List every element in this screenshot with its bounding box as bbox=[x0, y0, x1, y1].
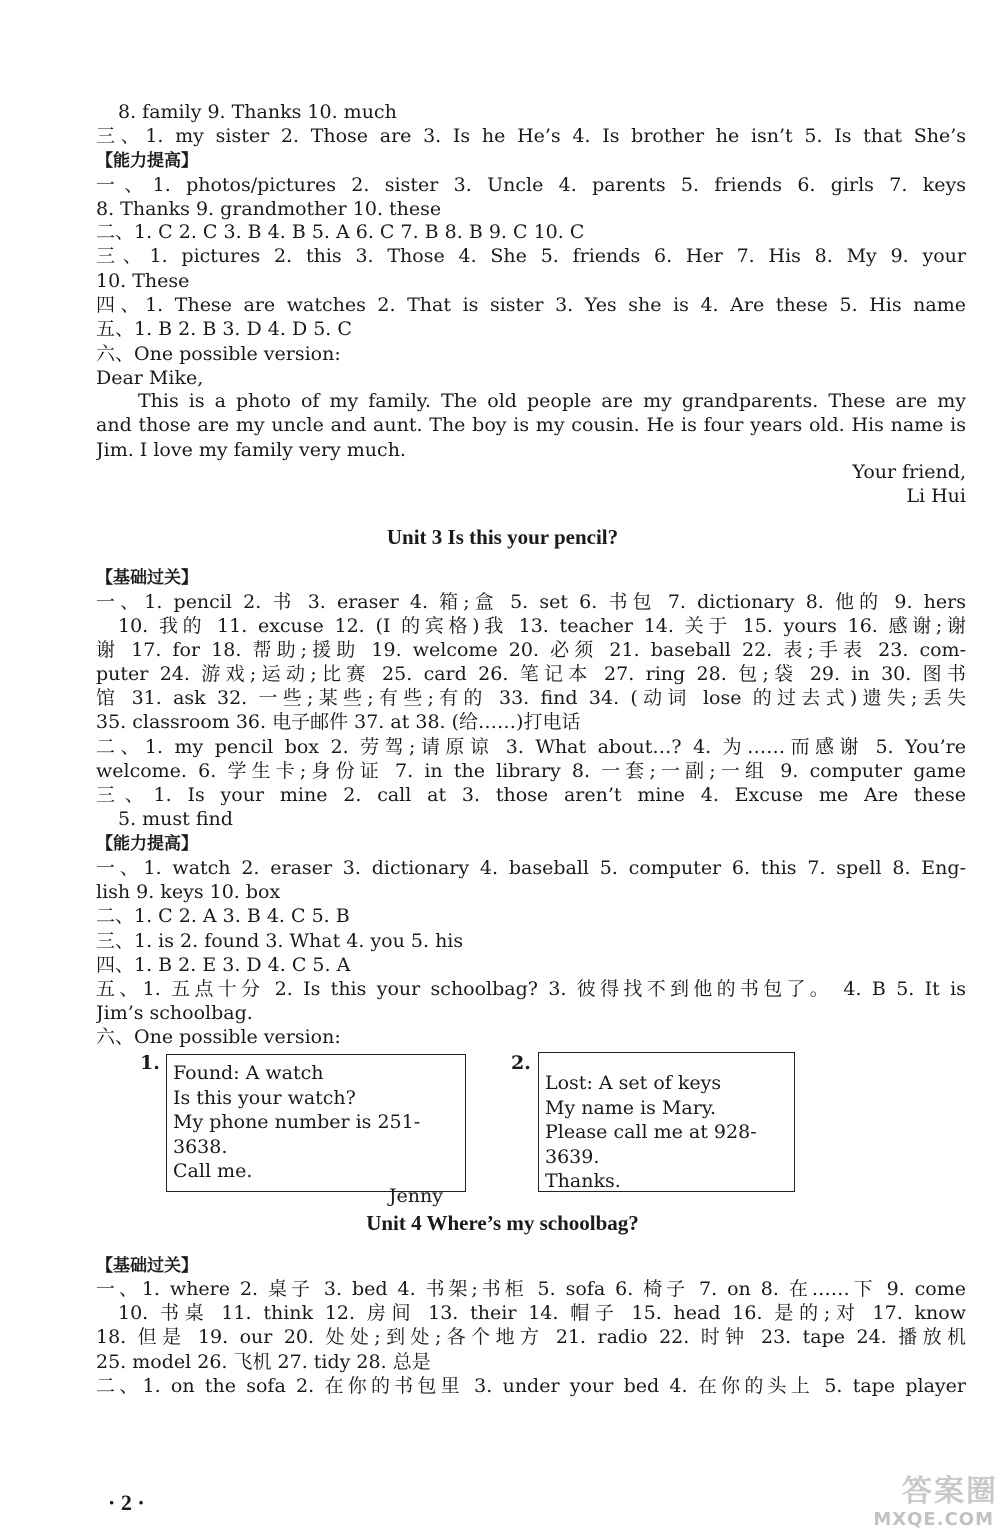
letter-closing: Your friend, bbox=[852, 461, 966, 483]
section-label: 【能力提高】 bbox=[96, 834, 198, 854]
notice-line: Found: A watch bbox=[173, 1062, 324, 1084]
text-line: Jim’s schoolbag. bbox=[96, 1002, 253, 1024]
text-line: 五、1. B 2. B 3. D 4. D 5. C bbox=[96, 318, 352, 340]
notice-line: Please call me at 928-3639. bbox=[545, 1121, 757, 1168]
notice-line: Lost: A set of keys bbox=[545, 1072, 722, 1094]
unit-title: Unit 3 Is this your pencil? bbox=[386, 525, 619, 549]
text-line: 8. Thanks 9. grandmother 10. these bbox=[96, 198, 442, 220]
section-label: 【基础过关】 bbox=[96, 568, 198, 588]
letter-signature: Li Hui bbox=[906, 485, 966, 507]
text-line: 三、1. is 2. found 3. What 4. you 5. his bbox=[96, 930, 464, 952]
text-line: 六、One possible version: bbox=[96, 343, 341, 365]
watermark-logo: 答案圈 bbox=[902, 1474, 998, 1509]
watermark bbox=[838, 1466, 998, 1532]
text-line: 18. 但是 19. our 20. 处处;到处;各个地方 21. radio 22. 时钟 23. tape 24. 播放机 bbox=[96, 1326, 966, 1348]
text-line: 二、1. C 2. C 3. B 4. B 5. A 6. C 7. B 8. B 9. C 10. C bbox=[96, 221, 585, 243]
text-line: 四、1. These are watches 2. That is sister 3. Yes she is 4. Are these 5. His name bbox=[96, 294, 966, 316]
text-line: 五、1. 五点十分 2. Is this your schoolbag? 3. 彼得找不到他的书包了。 4. B 5. It is bbox=[96, 978, 966, 1000]
text-line: welcome. 6. 学生卡;身份证 7. in the library 8. 一套;一副;一组 9. computer game bbox=[96, 760, 966, 782]
text-line: 谢 17. for 18. 帮助;援助 19. welcome 20. 必须 21. baseball 22. 表;手表 23. com- bbox=[96, 639, 966, 661]
text-line: lish 9. keys 10. box bbox=[96, 881, 281, 903]
text-line: 二、1. on the sofa 2. 在你的书包里 3. under your bed 4. 在你的头上 5. tape player bbox=[96, 1375, 966, 1397]
notice-line: My phone number is 251-3638. bbox=[173, 1111, 421, 1158]
text-line: 四、1. B 2. E 3. D 4. C 5. A bbox=[96, 954, 351, 976]
page-number: · 2 · bbox=[108, 1490, 145, 1515]
text-line: 一、1. photos/pictures 2. sister 3. Uncle 4. parents 5. friends 6. girls 7. keys bbox=[96, 174, 966, 196]
unit-title: Unit 4 Where’s my schoolbag? bbox=[366, 1211, 639, 1235]
text-line: 三、1. my sister 2. Those are 3. Is he He’s 4. Is brother he isn’t 5. Is that She’s bbox=[96, 125, 966, 147]
text-line: 三、1. Is your mine 2. call at 3. those aren’t mine 4. Excuse me Are these bbox=[96, 784, 966, 806]
text-line: 25. model 26. 飞机 27. tidy 28. 总是 bbox=[96, 1351, 431, 1373]
notice-signature: Jenny bbox=[388, 1184, 443, 1207]
notice-line: Thanks. bbox=[545, 1170, 621, 1192]
text-line: 六、One possible version: bbox=[96, 1026, 341, 1048]
section-label: 【能力提高】 bbox=[96, 151, 198, 171]
text-line: puter 24. 游戏;运动;比赛 25. card 26. 笔记本 27. ring 28. 包;袋 29. in 30. 图书 bbox=[96, 663, 966, 685]
text-line: 一、1. watch 2. eraser 3. dictionary 4. baseball 5. computer 6. this 7. spell 8. Eng- bbox=[96, 857, 966, 879]
text-line: 35. classroom 36. 电子邮件 37. at 38. (给……)打电话 bbox=[96, 711, 581, 733]
text-line: Dear Mike, bbox=[96, 367, 204, 389]
text-line: This is a photo of my family. The old people are my grandparents. These are my bbox=[138, 390, 966, 412]
section-label: 【基础过关】 bbox=[96, 1256, 198, 1276]
notice-line: Call me. bbox=[173, 1160, 253, 1182]
text-line: 10. These bbox=[96, 270, 190, 292]
text-line: 一、1. pencil 2. 书 3. eraser 4. 箱;盒 5. set 6. 书包 7. dictionary 8. 他的 9. hers bbox=[96, 591, 966, 613]
text-line: 一、1. where 2. 桌子 3. bed 4. 书架;书柜 5. sofa 6. 椅子 7. on 8. 在……下 9. come bbox=[96, 1278, 966, 1300]
text-line: 5. must find bbox=[118, 808, 233, 830]
found-notice-box bbox=[166, 1054, 466, 1207]
text-line: 10. 我的 11. excuse 12. (I 的宾格)我 13. teacher 14. 关于 15. yours 16. 感谢;谢 bbox=[118, 615, 966, 637]
text-line: 二、1. C 2. A 3. B 4. C 5. B bbox=[96, 905, 350, 927]
notice-line: Is this your watch? bbox=[173, 1086, 356, 1109]
text-line: 三、1. pictures 2. this 3. Those 4. She 5. friends 6. Her 7. His 8. My 9. your bbox=[96, 245, 966, 267]
text-line: 二、1. my pencil box 2. 劳驾;请原谅 3. What about…? 4. 为……而感谢 5. You’re bbox=[96, 736, 966, 758]
notice-line: My name is Mary. bbox=[545, 1096, 717, 1119]
text-line: 8. family 9. Thanks 10. much bbox=[118, 101, 397, 123]
box-number: 2. bbox=[511, 1052, 531, 1074]
watermark-url: MXQE.COM bbox=[873, 1509, 994, 1530]
text-line: Jim. I love my family very much. bbox=[96, 439, 406, 461]
text-line: 馆 31. ask 32. 一些;某些;有些;有的 33. find 34. (动词 lose 的过去式)遗失;丢失 bbox=[96, 687, 966, 709]
box-number: 1. bbox=[140, 1052, 160, 1074]
text-line: and those are my uncle and aunt. The boy is my cousin. He is four years old. His name is bbox=[96, 414, 966, 436]
text-line: 10. 书桌 11. think 12. 房间 13. their 14. 帽子 15. head 16. 是的;对 17. know bbox=[118, 1302, 966, 1324]
lost-notice-box bbox=[538, 1052, 795, 1192]
